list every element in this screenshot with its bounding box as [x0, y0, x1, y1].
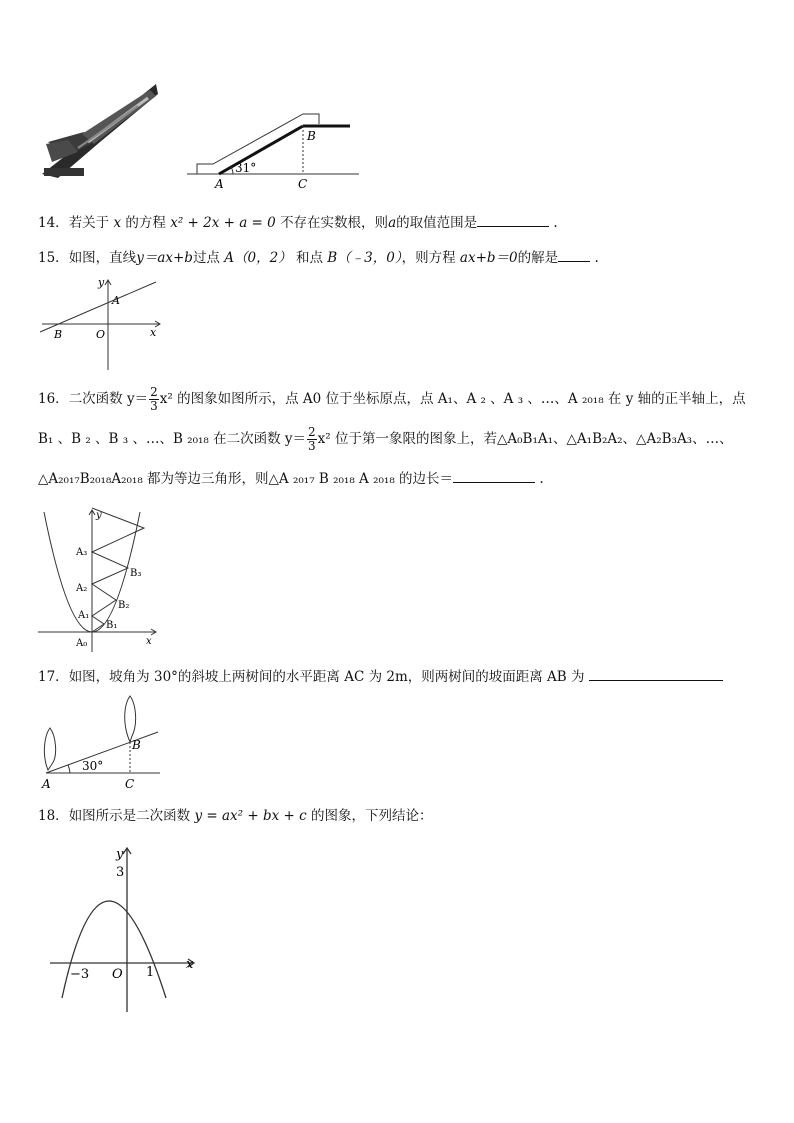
point-a3-label: A₃	[76, 547, 88, 558]
point-b1-label: B₁	[106, 620, 118, 631]
y-intercept-label: 3	[116, 865, 125, 880]
question-number: 17．	[38, 669, 69, 685]
answer-blank[interactable]	[589, 666, 723, 681]
equation: y = ax² + bx + c	[194, 808, 307, 824]
question-14: 14．若关于 x 的方程 x² + 2x + a = 0 不存在实数根，则a的取值范围是 .	[38, 212, 558, 233]
question-15: 15．如图，直线y＝ax+b过点 A（0，2） 和点 B（﹣3，0），则方程 ax+b＝0的解是 .	[38, 247, 599, 268]
angle-label: 30°	[82, 759, 104, 773]
point-a0-label: A₀	[76, 638, 88, 649]
slope-trees-figure	[36, 692, 164, 794]
line-graph-figure	[36, 274, 166, 374]
question-number: 18．	[38, 808, 69, 824]
neg-three-label: −3	[70, 967, 90, 982]
point-b-label: B	[307, 129, 316, 143]
parabola-triangles-figure	[36, 506, 160, 652]
origin-label: O	[112, 967, 123, 982]
question-16-line-3: △A₂₀₁₇B₂₀₁₈A₂₀₁₈ 都为等边三角形，则△A ₂₀₁₇ B ₂₀₁₈ A ₂₀₁₈ 的边长＝ .	[38, 468, 544, 489]
escalator-photo	[38, 82, 160, 182]
answer-blank[interactable]	[453, 468, 535, 483]
point-a-label: A	[42, 777, 51, 791]
escalator-diagram	[185, 108, 365, 190]
point-a-label: A	[215, 177, 224, 190]
point-b-label: B	[54, 328, 63, 341]
point-a2-label: A₂	[76, 583, 88, 594]
x-axis-label: x	[146, 636, 152, 647]
answer-blank[interactable]	[558, 247, 590, 262]
point-c-label: C	[298, 177, 308, 190]
tree-right	[125, 696, 136, 742]
question-16-line-1: 16．二次函数 y＝ $\frac{2}{3}$ x² 的图象如图所示，点 A0 位于坐标原点，点 A₁、A ₂ 、A ₃ 、…、A ₂₀₁₈ 在 y 轴的正半轴上，点	[38, 385, 746, 413]
origin-label: O	[96, 328, 106, 341]
question-number: 14．	[38, 215, 69, 231]
point-c-label: C	[125, 777, 135, 791]
one-label: 1	[146, 965, 155, 980]
point-b3-label: B₃	[130, 568, 142, 579]
point-b2-label: B₂	[118, 600, 130, 611]
x-axis-label: x	[150, 326, 157, 339]
question-17: 17．如图，坡角为 30°的斜坡上两树间的水平距离 AC 为 2m，则两树间的坡面距离 AB 为	[38, 666, 723, 687]
question-number: 16．	[38, 391, 69, 407]
question-16-line-2: B₁ 、B ₂ 、B ₃ 、…、B ₂₀₁₈ 在二次函数 y＝ $\frac{2}{3}$ x² 位于第一象限的图象上，若△A₀B₁A₁、△A₁B₂A₂、△A₂B₃A₃、…、	[38, 425, 733, 453]
point-a-label: A	[112, 294, 120, 307]
y-axis-label: y	[96, 510, 102, 521]
question-18: 18．如图所示是二次函数 y = ax² + bx + c 的图象，下列结论：	[38, 808, 433, 824]
fraction-two-thirds: $\frac{2}{3}$	[308, 425, 316, 453]
point-b-label: B	[132, 738, 141, 752]
tree-left	[44, 728, 55, 770]
angle-label: 31°	[235, 161, 257, 175]
downward-parabola-figure	[46, 842, 208, 1018]
y-axis-label: y	[116, 847, 124, 862]
x-axis-label: x	[186, 957, 194, 972]
fraction-two-thirds: $\frac{2}{3}$	[150, 385, 158, 413]
y-axis-label: y	[98, 276, 105, 289]
equation: x² + 2x + a = 0	[170, 215, 276, 231]
point-a1-label: A₁	[78, 610, 90, 621]
question-number: 15．	[38, 250, 69, 266]
answer-blank[interactable]	[477, 212, 549, 227]
